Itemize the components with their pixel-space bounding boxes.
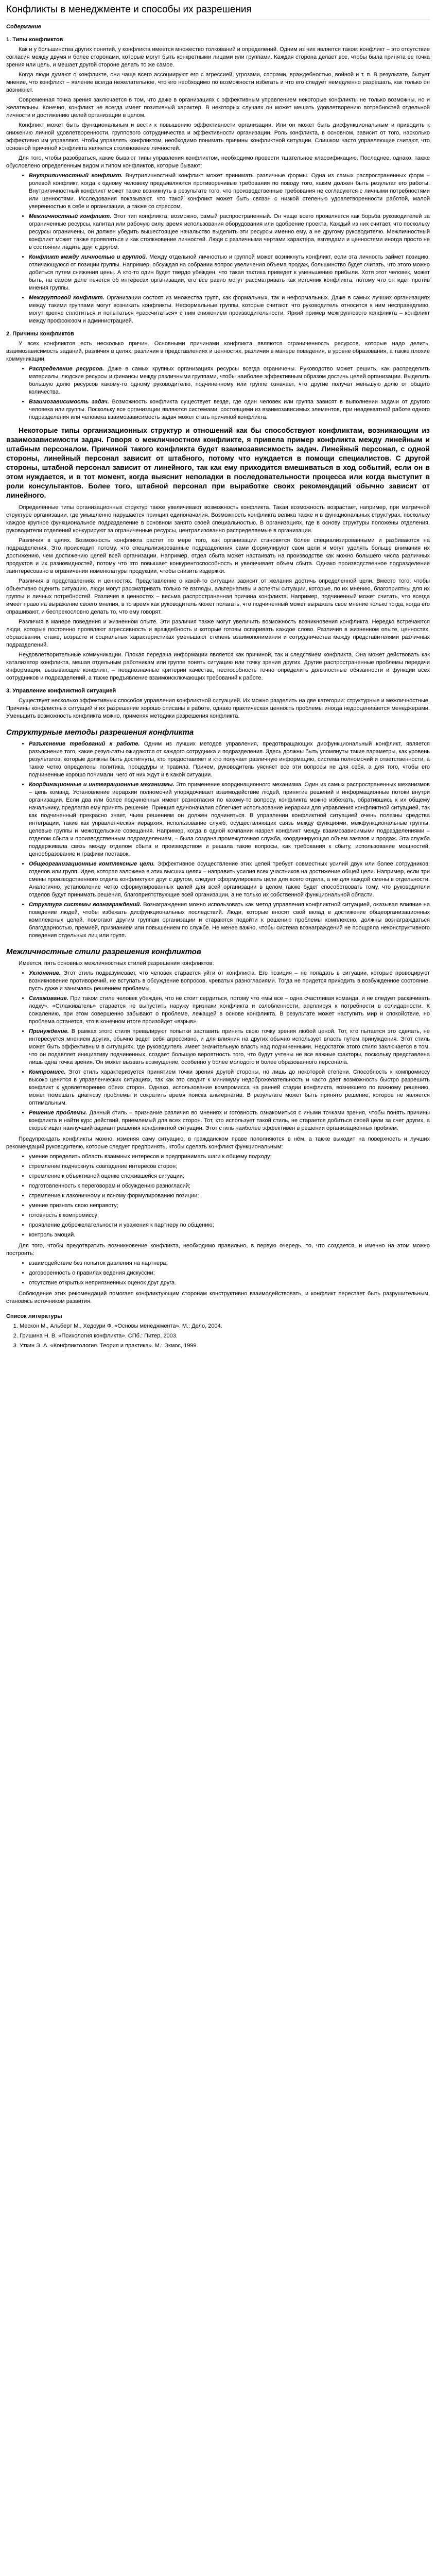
list-item-text: Внутриличностный конфликт может принимать различные формы. Одна из самых распространенных форм – ролевой конфликт, когда к одному человеку предъявляются противоречивые требования по поводу того, каким должен быть результат его работы. Внутриличностный конфликт может также возникнуть в результате того, что производственные требования не согласуются с личными потребностями или ценностями. Исследования показывают, что такой конфликт может быть связан с низкой степенью удовлетворенности работой, малой уверенностью в себе и организации, а также со стрессом.: [29, 173, 430, 210]
section-heading: 1. Типы конфликтов: [6, 37, 63, 43]
section-heading: Структурные методы разрешения конфликта: [6, 728, 194, 737]
list-item: • контроль эмоций.: [29, 1231, 430, 1239]
list-item: • договоренность о правилах ведения дискуссии;: [29, 1269, 430, 1277]
list-item-text: Эффективное осуществление этих целей требует совместных усилий двух или более сотрудников, отделов или групп. Идея, которая заложена в этих высших целях – направить усилия всех участников на достижение общей цели. Например, если три смены производственного отдела конфликтуют друг с другом, следует сформулировать цели для всего отдела, а не для каждой смены в отдельности. Аналогично, установление четко сформулированных целей для всей организации в целом также будет способствовать тому, что руководители отделов будут принимать решения, благоприятствующие всей организации, а не только их собственной функциональной области.: [29, 861, 430, 898]
list-item: [29, 1028, 430, 1066]
bullet-list: [6, 740, 430, 940]
list-item-lead: Межгрупповой конфликт.: [29, 295, 104, 301]
list-item-lead: Решение проблемы.: [29, 1110, 88, 1116]
list-item-lead: Принуждение.: [29, 1028, 69, 1035]
list-item: [29, 901, 430, 940]
references-title: Список литературы: [6, 1313, 62, 1319]
list-item: [29, 740, 430, 779]
paragraph: У всех конфликтов есть несколько причин. Основными причинами конфликта являются ограниченность ресурсов, которые надо делить, взаимозависимость заданий, различия в целях, различия в представлениях и ценностях, различия в манере поведения, в уровне образования, а также плохие коммуникации.: [6, 341, 430, 362]
paragraph: Для того, чтобы разобраться, какие бывают типы управления конфликтом, необходимо провести тщательное классификацию. Последнее, однако, также обусловлено определенным видом и типом конфликтов, которые бывают:: [6, 155, 430, 169]
reference-item: 1. Мескон М., Альберт М., Хедоури Ф. «Основы менеджмента». М.: Дело, 2004.: [20, 1323, 430, 1330]
document-body: [6, 36, 430, 1306]
toc-label[interactable]: Содержание: [6, 24, 41, 30]
section-heading: Межличностные стили разрешения конфликтов: [6, 947, 201, 956]
list-item-lead: Распределение ресурсов.: [29, 366, 104, 372]
list-item: [29, 1069, 430, 1107]
list-item: • стремление к объективной оценке сложившейся ситуации;: [29, 1173, 430, 1180]
list-item-text: Этот стиль характеризуется принятием точки зрения другой стороны, но лишь до некоторой степени. Способность к компромиссу высоко ценится в управленческих ситуациях, так как это сводит к минимуму недоброжелательность и часто дает возможность быстро разрешить конфликт к удовлетворению обеих сторон. Однако, использование компромисса на ранней стадии конфликта, возникшего по важному решению, может помешать диагнозу проблемы и сократить время поиска альтернатив. В результате может быть принято решение, которое не является оптимальным.: [29, 1069, 430, 1106]
list-item-text: Одним из лучших методов управления, предотвращающих дисфункциональный конфликт, является разъяснение того, какие результаты ожидаются от каждого сотрудника и подразделения. Здесь должны быть упомянуты такие параметры, как уровень результатов, которые должны быть достигнуты, кто предоставляет и кто получает различную информацию, система полномочий и ответственности, а также четко определены политика, процедуры и правила. Причем, руководитель уясняет все эти вопросы не для себя, а для того, чтобы его подчиненные хорошо понимали, чего от них ждут и в какой ситуации.: [29, 741, 430, 778]
list-item: • отсутствие открытых неприязненных оценок друг друга.: [29, 1279, 430, 1287]
list-item: • проявление доброжелательности и уважения к партнеру по общению;: [29, 1222, 430, 1229]
list-item-text: Этот тип конфликта, возможно, самый распространенный. Он чаще всего проявляется как борьба руководителей за ограниченные ресурсы, капитал или рабочую силу, время использования оборудования или одобрение проекта. Каждый из них считает, что поскольку ресурсы ограничены, он должен убедить вышестоящее начальство выделить эти ресурсы именно ему, а не другому руководителю. Межличностный конфликт может также проявляться и как столкновение личностей. Люди с различными чертами характера, взглядами и ценностями иногда просто не в состоянии ладить друг с другом.: [29, 213, 430, 250]
list-item: • стремление подчеркнуть совпадение интересов сторон;: [29, 1163, 430, 1171]
paragraph: Для того, чтобы предотвратить возникновение конфликта, необходимо правильно, в первую очередь, то, что создается, и именно на этом можно построить:: [6, 1243, 430, 1257]
list-item-text: Организации состоят из множества групп, как формальных, так и неформальных. Даже в самых лучших организациях между такими группами могут возникать конфликты. Неформальные группы, которые считают, что руководитель относится к ним несправедливо, могут крепче сплотиться и попытаться «рассчитаться» с ним снижением производительности. Яркий пример межгруппового конфликта – конфликт между профсоюзом и администрацией.: [29, 295, 430, 324]
list-item-lead: Взаимозависимость задач.: [29, 399, 109, 405]
list-item-text: Это применение координационного механизма. Один из самых распространенных механизмов – цепь команд. Установление иерархии полномочий упорядочивает взаимодействие людей, принятие решений и информационные потоки внутри организации. Если два или более подчиненных имеют разногласия по какому-то вопросу, конфликта можно избежать, обратившись к их общему начальнику, предлагая ему принять решение. Принцип единоначалия облегчает использование иерархии для управления конфликтной ситуацией, так как подчиненный прекрасно знает, чьим решениям он должен подчиняться. В управлении конфликтной ситуацией очень полезны средства интеграции, такие как управленческая иерархия, использование служб, осуществляющих связь между функциями, межфункциональные группы, целевые группы и межотдельские совещания. Например, когда в одной компании назрел конфликт между взаимозависимыми подразделениями – отделом сбыта и производственным подразделением, – была создана промежуточная служба, координирующая объем заказов и продаж. Эта служба поддерживала связь между отделом сбыта и производством и решала такие вопросы, как требования к сбыту, использование мощностей, ценообразование и графики поставок.: [29, 782, 430, 857]
list-item-text: Даже в самых крупных организациях ресурсы всегда ограничены. Руководство может решить, как распределить материалы, людские ресурсы и финансы между различными группами, чтобы наиболее эффективным образом достичь целей организации. Выделить большую долю ресурсов какому-то одному руководителю, подчиненному или группе означает, что другие получат меньшую долю от общего количества.: [29, 366, 430, 395]
paragraph: Неудовлетворительные коммуникации. Плохая передача информации является как причиной, так и следствием конфликта. Она может действовать как катализатор конфликта, мешая отдельным работникам или группе понять ситуацию или точку зрения других. Другие распространенные проблемы передачи информации, вызывающие конфликт, – неоднозначные критерии качества, неспособность точно определить должностные обязанности и функции всех сотрудников и подразделений, а также предъявление взаимоисключающих требований к работе.: [6, 652, 430, 681]
bullet-list: [6, 970, 430, 1132]
list-item: • умение признать свою неправоту;: [29, 1202, 430, 1210]
list-item: • стремление к лаконичному и ясному формулированию позиции;: [29, 1192, 430, 1200]
list-item-lead: Общеорганизационные комплексные цели.: [29, 861, 155, 867]
list-item: • готовность к компромиссу;: [29, 1212, 430, 1219]
paragraph: Различия в целях. Возможность конфликта растет по мере того, как организации становятся более специализированными и разбиваются на подразделения. Это происходит потому, что специализированные подразделения сами формулируют свои цели и могут уделять больше внимания их достижению, чем достижению целей всей организации. Например, отдел сбыта может настаивать на производстве как можно большего числа различных продуктов и их разновидностей, потому что это повышает конкурентоспособность и увеличивает объем сбыта. Однако производственное подразделение заинтересовано в ограничении номенклатуры продукции, чтобы снизить издержки.: [6, 537, 430, 574]
list-item-text: Вознаграждения можно использовать как метод управления конфликтной ситуацией, оказывая влияние на поведение людей, чтобы избежать дисфункциональных последствий. Люди, которые вносят свой вклад в достижение общеорганизационных комплексных целей, помогают другим группам организации и стараются подойти к решению проблемы комплексно, должны вознаграждаться благодарностью, премией, признанием или повышением по службе. Не менее важно, чтобы система вознаграждений не поощряла неконструктивного поведения отдельных лиц или групп.: [29, 902, 430, 939]
list-item: [29, 213, 430, 251]
list-item: [29, 172, 430, 211]
emphasized-paragraph: Некоторые типы организационных структур и отношений как бы способствуют конфликтам, возникающим из взаимозависимости задач. Говоря о межличностном конфликте, я привела пример конфликта между линейным и штабным персоналом. Причиной такого конфликта будет взаимозависимость задач. Линейный персонал, с одной стороны, линейный персонал зависит от штабного, потому что нуждается в помощи специалистов. С другой стороны, штабной персонал зависит от линейного, так как ему приходится вмешиваться в ход событий, если он в этом нуждается, и в тот момент, когда выяснит неполадки в последовательности процесса или когда выступит в роли консультантов. Более того, штабной персонал при выработке своих рекомендаций обычно зависит от линейного.: [6, 426, 430, 499]
list-item-lead: Координационные и интеграционные механизмы.: [29, 782, 175, 788]
list-item: [29, 781, 430, 858]
bullet-list: [6, 365, 430, 421]
bullet-list: [6, 172, 430, 325]
list-item: [29, 995, 430, 1026]
list-item: • взаимодействие без попыток давления на партнера;: [29, 1260, 430, 1267]
list-item: • подготовленность к переговорам и обсуждению разногласий;: [29, 1182, 430, 1190]
list-item-text: В рамках этого стиля превалируют попытки заставить принять свою точку зрения любой ценой. Тот, кто пытается это сделать, не интересуется мнением других, обычно ведет себя агрессивно, и для влияния на других обычно использует власть путем принуждения. Этот стиль может быть эффективным в ситуациях, где руководитель имеет значительную власть над подчиненными. Недостаток этого стиля заключается в том, что он подавляет инициативу подчиненных, создает большую вероятность того, что будут учтены не все важные факторы, поскольку представлена лишь одна точка зрения. Он может вызвать возмущение, особенно у более молодого и более образованного персонала.: [29, 1028, 430, 1065]
page-title: Конфликты в менеджменте и способы их разрешения: [6, 4, 430, 20]
list-item-text: Между отдельной личностью и группой может возникнуть конфликт, если эта личность займет позицию, отличающуюся от позиции группы. Например, обсуждая на собрании вопрос увеличения объема продаж, большинство будет считать, что этого можно добиться путем снижения цены. А кто-то один будет твердо убежден, что такая тактика приведет к уменьшению прибыли. Хотя этот человек, может быть, на самом деле печется об интересах организации, его все равно могут рассматривать как источник конфликта, потому что он идет против мнения группы.: [29, 254, 430, 291]
paragraph: Как и у большинства других понятий, у конфликта имеется множество толкований и определений. Одним из них является такое: конфликт – это отсутствие согласия между двумя и более сторонами, которые могут быть конкретными лицами или группами. Каждая сторона делает все, чтобы была принята ее точка зрения или цель, и мешает другой стороне делать то же самое.: [6, 46, 430, 68]
list-item-lead: Межличностный конфликт.: [29, 213, 112, 219]
list-item-text: Возможность конфликта существует везде, где один человек или группа зависят в выполнении задачи от другого человека или группы. Поскольку все организации являются системами, состоящими из взаимозависимых элементов, при неадекватной работе одного подразделения или человека взаимозависимость задач может стать причиной конфликта.: [29, 399, 430, 420]
list-item-lead: Компромисс.: [29, 1069, 66, 1075]
bullet-list: [6, 1153, 430, 1239]
section-heading: 2. Причины конфликтов: [6, 331, 74, 337]
section-heading: 3. Управление конфликтной ситуацией: [6, 688, 116, 694]
reference-item: 2. Гришина Н. В. «Психология конфликта». СПб.: Питер, 2003.: [20, 1332, 430, 1340]
list-item-lead: Уклонение.: [29, 970, 61, 976]
list-item: [29, 253, 430, 292]
list-item-lead: Разъяснение требований к работе.: [29, 741, 140, 747]
paragraph: Существует несколько эффективных способов управления конфликтной ситуацией. Их можно разделить на две категории: структурные и межличностные. Причины конфликтных ситуаций и их разрешение хорошо описаны в работе, однако практическая ценность проблемы иногда недооценивается менеджерами. Уменьшить возможность конфликта можно, применяя методики разрешения конфликта.: [6, 698, 430, 719]
bullet-list: [6, 1260, 430, 1287]
paragraph: Определённые типы организационных структур также увеличивают возможность конфликта. Такая возможность возрастает, например, при матричной структуре организации, где умышленно нарушается принцип единоначалия. Возможность конфликта велика также и в функциональных структурах, поскольку каждое крупное функциональное подразделение в основном занято своей специальностью. В организациях, где в основу структуры положены отделения, руководители отделений конкурируют за ограниченные ресурсы, централизованно распределяемые в организации.: [6, 504, 430, 534]
references-list: [6, 1323, 430, 1350]
paragraph: Когда люди думают о конфликте, они чаще всего ассоциируют его с агрессией, угрозами, спорами, враждебностью, войной и т. п. В результате, бытует мнение, что конфликт – явление всегда нежелательное, что его необходимо по возможности избегать и что его следует немедленно разрешать, как только он возникнет.: [6, 72, 430, 93]
list-item: [29, 365, 430, 396]
list-item-lead: Внутриличностный конфликт.: [29, 173, 123, 179]
list-item: • умение определить область взаимных интересов и предпринимать шаги к общему подходу;: [29, 1153, 430, 1161]
list-item: [29, 398, 430, 421]
paragraph: Различия в представлениях и ценностях. Представление о какой-то ситуации зависит от желания достичь определенной цели. Вместо того, чтобы объективно оценить ситуацию, люди могут рассматривать только те взгляды, альтернативы и аспекты ситуации, которые, по их мнению, благоприятны для их группы и личных потребностей. Различия в ценностях – весьма распространенная причина конфликта. Например, подчиненный может считать, что всегда имеет право на выражение своего мнения, в то время как руководитель может полагать, что подчиненный может выражать свое мнение только тогда, когда его спрашивают, и беспрекословно делать то, что ему говорят.: [6, 578, 430, 615]
paragraph: Предупреждать конфликты можно, изменяя саму ситуацию, в гражданском праве пополняются в нём, а также выходит на поверхность и лучших рекомендаций руководителю, которые следует предпринять, чтобы сделать конфликт функциональным:: [6, 1136, 430, 1150]
list-item-text: Данный стиль – признание различия во мнениях и готовность ознакомиться с иными точками зрения, чтобы понять причины конфликта и найти курс действий, приемлемый для всех сторон. Тот, кто использует такой стиль, не старается добиться своей цели за счет других, а скорее ищет наилучший вариант решения конфликтной ситуации. Этот стиль наиболее эффективен в решении организационных проблем.: [29, 1110, 430, 1131]
paragraph: Современная точка зрения заключается в том, что даже в организациях с эффективным управлением некоторые конфликты не только возможны, но и желательны. Конечно, конфликт не всегда имеет позитивный характер. В некоторых случаях он может мешать удовлетворению потребностей отдельной личности и достижению целей организации в целом.: [6, 97, 430, 118]
list-item-lead: Сглаживание.: [29, 995, 68, 1002]
reference-item: 3. Уткин Э. А. «Конфликтология. Теория и практика». М.: Экмос, 1999.: [20, 1342, 430, 1350]
paragraph: Имеется, пять основных межличностных стилей разрешения конфликтов:: [19, 960, 214, 967]
list-item-lead: Конфликт между личностью и группой.: [29, 254, 147, 260]
paragraph: Конфликт может быть функциональным и вести к повышению эффективности организации. Или он может быть дисфункциональным и приводить к снижению личной удовлетворенности, группового сотрудничества и эффективности организации. Роль конфликта, в основном, зависит от того, насколько эффективно им управляют. Чтобы управлять конфликтом, необходимо понимать причины конфликтной ситуации. Слишком часто управляющие считают, что основной причиной конфликта является столкновение личностей.: [6, 122, 430, 151]
list-item-lead: Структура системы вознаграждений.: [29, 902, 142, 908]
list-item: [29, 970, 430, 993]
list-item: [29, 860, 430, 899]
paragraph: Различия в манере поведения и жизненном опыте. Эти различия также могут увеличить возможность возникновения конфликта. Нередко встречаются люди, которые постоянно проявляют агрессивность и враждебность и которые готовы оспаривать каждое слово. Различия в жизненном опыте, ценностях, образовании, стаже, возрасте и социальных характеристиках уменьшают степень взаимопонимания и сотрудничества между представителями различных подразделений.: [6, 619, 430, 648]
list-item-text: При таком стиле человек убежден, что не стоит сердиться, потому что «мы все – одна счастливая команда, и не следует раскачивать лодку». «Сглаживатель» старается не выпустить наружу признаки конфликта и озлобленности, апеллируя к потребности в солидарности. К сожалению, при этом совершенно забывают о проблеме, лежащей в основе конфликта. В результате может наступить мир и спокойствие, но проблема останется, что в конечном итоге произойдет «взрыв».: [29, 995, 430, 1025]
paragraph: Соблюдение этих рекомендаций помогает конфликтующим сторонам конструктивно взаимодействовать, и конфликт перестает быть разрушительным, становясь источником развития.: [6, 1291, 430, 1304]
list-item-text: Этот стиль подразумевает, что человек старается уйти от конфликта. Его позиция – не попадать в ситуации, которые провоцируют возникновение противоречий, не вступать в обсуждение вопросов, чреватых разногласиями. Тогда не придется приходить в возбужденное состояние, пусть даже и занимаясь решением проблемы.: [29, 970, 430, 992]
list-item: [29, 1109, 430, 1132]
list-item: [29, 294, 430, 325]
